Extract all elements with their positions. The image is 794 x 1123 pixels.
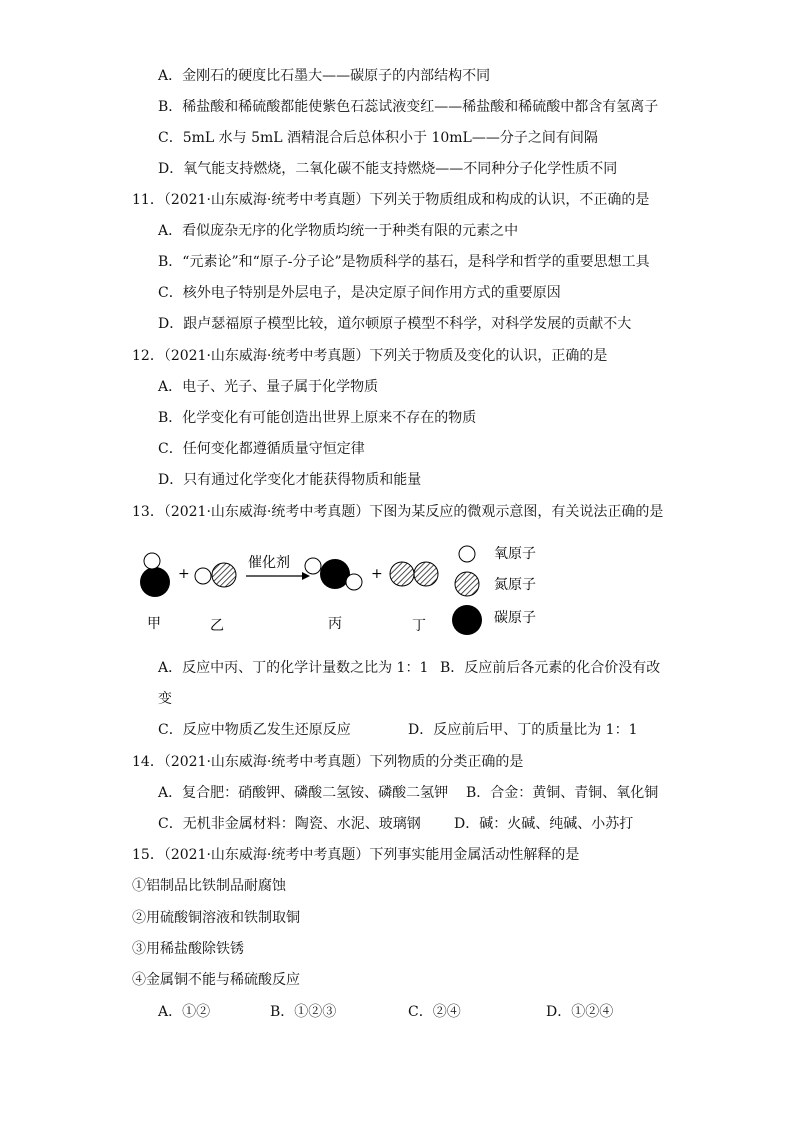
q13-option-c: C．反应中物质乙发生还原反应	[158, 722, 351, 738]
q14-option-d: D．碱：火碱、纯碱、小苏打	[454, 816, 634, 832]
q15-item-2: ②用硫酸铜溶液和铁制取铜	[132, 910, 300, 926]
q15-option-d: D．①②④	[546, 1004, 614, 1020]
plus-sign-1: +	[178, 566, 190, 582]
q13-option-d: D．反应前后甲、丁的质量比为 1：1	[408, 722, 638, 738]
q15-stem: 15．（2021·山东威海·统考中考真题）下列事实能用金属活动性解释的是	[132, 847, 580, 863]
q15-option-b: B．①②③	[270, 1004, 337, 1020]
arrow-icon	[246, 572, 310, 580]
q15-item-1: ①铝制品比铁制品耐腐蚀	[132, 878, 286, 894]
label-jia: 甲	[147, 616, 161, 632]
molecule-jia	[140, 553, 170, 597]
q15-option-a: A．①②	[158, 1004, 211, 1020]
q12-option-d: D．只有通过化学变化才能获得物质和能量	[158, 472, 422, 488]
reaction-diagram	[130, 540, 690, 640]
plus-sign-2: +	[371, 566, 383, 582]
q13-option-b-continued: 变	[158, 691, 172, 707]
molecule-bing	[305, 558, 362, 590]
q14-option-b: B．合金：黄铜、青铜、氧化铜	[466, 785, 659, 801]
q10-option-d: D．氧气能支持燃烧，二氧化碳不能支持燃烧——不同种分子化学性质不同	[158, 161, 618, 177]
q13-stem: 13．（2021·山东威海·统考中考真题）下图为某反应的微观示意图，有关说法正确的是	[132, 504, 664, 520]
q13-option-b: B．反应前后各元素的化合价没有改	[440, 660, 661, 676]
q10-option-c: C．5mL 水与 5mL 酒精混合后总体积小于 10mL——分子之间有间隔	[158, 130, 598, 146]
q11-option-a: A．看似庞杂无序的化学物质均统一于种类有限的元素之中	[158, 223, 519, 239]
molecule-yi	[195, 563, 236, 587]
legend-nitrogen: 氮原子	[494, 577, 536, 593]
q14-option-a: A．复合肥：硝酸钾、磷酸二氢铵、磷酸二氢钾	[158, 785, 449, 801]
label-yi: 乙	[210, 618, 224, 634]
q12-option-c: C．任何变化都遵循质量守恒定律	[158, 441, 365, 457]
q14-option-c: C．无机非金属材料：陶瓷、水泥、玻璃钢	[158, 816, 421, 832]
label-bing: 丙	[328, 616, 342, 632]
molecule-ding	[390, 562, 438, 586]
q11-option-c: C．核外电子特别是外层电子，是决定原子间作用方式的重要原因	[158, 285, 561, 301]
q14-stem: 14．（2021·山东威海·统考中考真题）下列物质的分类正确的是	[132, 754, 524, 770]
q11-option-d: D．跟卢瑟福原子模型比较，道尔顿原子模型不科学，对科学发展的贡献不大	[158, 316, 632, 332]
q13-option-a: A．反应中丙、丁的化学计量数之比为 1：1	[158, 660, 429, 676]
q15-option-c: C．②④	[408, 1004, 461, 1020]
q10-option-a: A．金刚石的硬度比石墨大——碳原子的内部结构不同	[158, 68, 491, 84]
q15-item-3: ③用稀盐酸除铁锈	[132, 941, 244, 957]
q10-option-b: B．稀盐酸和稀硫酸都能使紫色石蕊试液变红——稀盐酸和稀硫酸中都含有氢离子	[158, 99, 659, 115]
q15-item-4: ④金属铜不能与稀硫酸反应	[132, 972, 300, 988]
legend	[452, 546, 482, 635]
q12-option-a: A．电子、光子、量子属于化学物质	[158, 379, 379, 395]
label-ding: 丁	[412, 618, 426, 634]
catalyst-label: 催化剂	[248, 555, 290, 571]
legend-carbon: 碳原子	[494, 610, 536, 626]
q11-stem: 11．（2021·山东威海·统考中考真题）下列关于物质组成和构成的认识，不正确的是	[132, 192, 650, 208]
q12-option-b: B．化学变化有可能创造出世界上原来不存在的物质	[158, 410, 477, 426]
legend-oxygen: 氧原子	[494, 546, 536, 562]
q11-option-b: B．“元素论”和“原子-分子论”是物质科学的基石，是科学和哲学的重要思想工具	[158, 254, 650, 270]
q12-stem: 12．（2021·山东威海·统考中考真题）下列关于物质及变化的认识，正确的是	[132, 348, 608, 364]
